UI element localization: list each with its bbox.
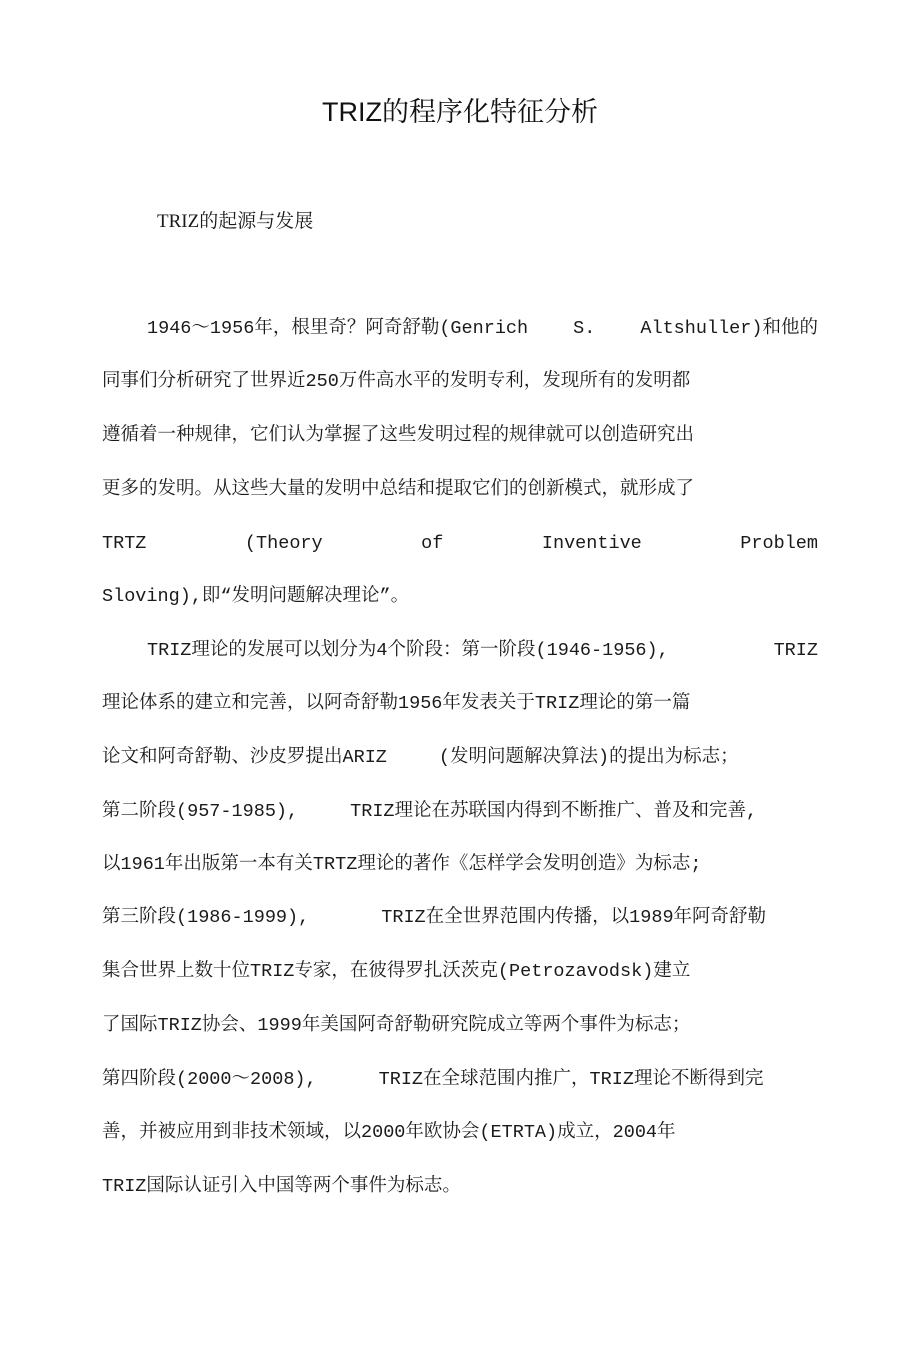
text-segment: TRIZ理论在苏联国内得到不断推广、普及和完善, [350, 801, 758, 822]
text-segment: TRIZ [773, 640, 818, 661]
paragraph-2-line-11: TRIZ国际认证引入中国等两个事件为标志。 [102, 1176, 461, 1197]
paragraph-2-line-1 [147, 636, 818, 666]
text-segment: 论文和阿奇舒勒、沙皮罗提出ARIZ [102, 747, 387, 768]
text-segment: 第二阶段(957-1985), [102, 801, 299, 822]
text-word: (Theory [244, 533, 323, 554]
text-segment: 第三阶段(1986-1999), [102, 907, 310, 928]
text-segment: Altshuller)和他的 [640, 318, 818, 339]
paragraph-1-line-1 [147, 314, 818, 344]
text-word: of [421, 533, 444, 554]
paragraph-2-line-9 [102, 1065, 818, 1095]
paragraph-2-line-5: 以1961年出版第一本有关TRTZ理论的著作《怎样学会发明创造》为标志; [102, 854, 702, 875]
text-segment: TRIZ在全世界范围内传播，以1989年阿奇舒勒 [381, 907, 767, 928]
paragraph-2-line-3 [102, 743, 818, 773]
text-segment: TRIZ在全球范围内推广，TRIZ理论不断得到完 [378, 1069, 764, 1090]
text-word: Problem [740, 533, 818, 554]
text-segment: S. [573, 318, 596, 339]
text-segment: TRIZ理论的发展可以划分为4个阶段：第一阶段(1946-1956), [147, 640, 669, 661]
text-segment: 1946～1956年，根里奇？阿奇舒勒(Genrich [147, 318, 529, 339]
paragraph-2-line-7: 集合世界上数十位TRIZ专家，在彼得罗扎沃茨克(Petrozavodsk)建立 [102, 961, 691, 982]
paragraph-1-line-6: Sloving),即“发明问题解决理论”。 [102, 586, 410, 607]
text-word: Inventive [541, 533, 642, 554]
paragraph-2-line-2: 理论体系的建立和完善，以阿奇舒勒1956年发表关于TRIZ理论的第一篇 [102, 693, 691, 714]
paragraph-1-line-2: 同事们分析研究了世界近250万件高水平的发明专利，发现所有的发明都 [102, 371, 691, 392]
section-heading: TRIZ的起源与发展 [157, 211, 314, 232]
text-word: TRTZ [102, 533, 147, 554]
paragraph-2-line-4 [102, 797, 818, 827]
paragraph-1-line-3: 遵循着一种规律，它们认为掌握了这些发明过程的规律就可以创造研究出 [102, 425, 695, 446]
paragraph-2-line-10: 善，并被应用到非技术领域，以2000年欧协会(ETRTA)成立，2004年 [102, 1122, 676, 1143]
text-segment: (发明问题解决算法)的提出为标志； [438, 747, 739, 768]
paragraph-2-line-8: 了国际TRIZ协会、1999年美国阿奇舒勒研究院成立等两个事件为标志； [102, 1015, 691, 1036]
document-title: TRIZ的程序化特征分析 [322, 97, 598, 127]
paragraph-1-line-5 [102, 529, 818, 559]
paragraph-2-line-6 [102, 903, 818, 933]
paragraph-1-line-4: 更多的发明。从这些大量的发明中总结和提取它们的创新模式，就形成了 [102, 479, 695, 500]
text-segment: 第四阶段(2000～2008), [102, 1069, 317, 1090]
